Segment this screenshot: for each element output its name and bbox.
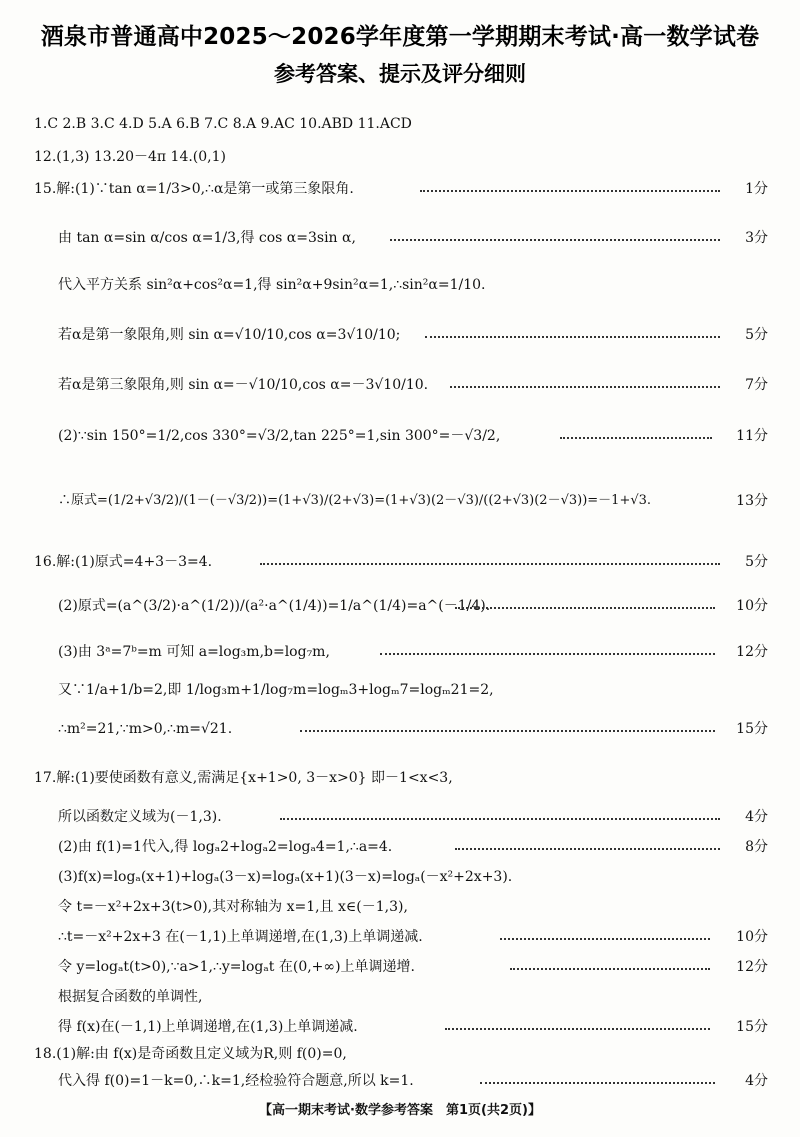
solution-line: ∴原式=(1/2+√3/2)/(1－(－√3/2))=(1+√3)/(2+√3)=(1+√3)(2－√3)/((2+√3)(2－√3))=－1+√3.: [58, 493, 652, 508]
solution-line: (3)f(x)=logₐ(x+1)+logₐ(3－x)=logₐ(x+1)(3－x)=logₐ(－x²+2x+3).: [58, 869, 513, 885]
score-leader: [510, 968, 710, 970]
solution-line: (2)由 f(1)=1代入,得 logₐ2+logₐ2=logₐ4=1,∴a=4.: [58, 839, 393, 855]
score-label: 15分: [736, 1019, 768, 1035]
fill-answers: 12.(1,3) 13.20－4π 14.(0,1): [34, 149, 226, 165]
score-leader: [445, 1028, 710, 1030]
score-label: 10分: [736, 598, 768, 614]
solution-line: ∴m²=21,∵m>0,∴m=√21.: [58, 721, 233, 737]
document-subtitle: 参考答案、提示及评分细则: [274, 62, 526, 86]
score-leader: [560, 437, 712, 439]
score-label: 11分: [736, 428, 768, 444]
solution-line: 又∵1/a+1/b=2,即 1/log₃m+1/log₇m=logₘ3+logₘ7=logₘ21=2,: [58, 682, 494, 698]
score-label: 8分: [745, 839, 768, 855]
score-label: 5分: [745, 327, 768, 343]
solution-line: 得 f(x)在(－1,1)上单调递增,在(1,3)上单调递减.: [58, 1019, 358, 1035]
score-label: 7分: [745, 377, 768, 393]
solution-line: 若α是第三象限角,则 sin α=－√10/10,cos α=－3√10/10.: [58, 377, 429, 393]
solution-line: (2)原式=(a^(3/2)·a^(1/2))/(a²·a^(1/4))=1/a^(1/4)=a^(－1/4).: [58, 598, 491, 614]
solution-line: (2)∵sin 150°=1/2,cos 330°=√3/2,tan 225°=1,sin 300°=－√3/2,: [58, 428, 501, 444]
solution-line: 15.解:(1)∵tan α=1/3>0,∴α是第一或第三象限角.: [34, 181, 354, 197]
solution-line: 令 y=logₐt(t>0),∵a>1,∴y=logₐt 在(0,+∞)上单调递增.: [58, 959, 415, 975]
score-label: 5分: [745, 554, 768, 570]
solution-line: 16.解:(1)原式=4+3－3=4.: [34, 554, 213, 570]
score-leader: [420, 190, 720, 192]
solution-line: 代入平方关系 sin²α+cos²α=1,得 sin²α+9sin²α=1,∴sin²α=1/10.: [58, 277, 486, 293]
solution-line: 所以函数定义域为(－1,3).: [58, 809, 222, 825]
score-label: 13分: [736, 493, 768, 509]
solution-line: 令 t=－x²+2x+3(t>0),其对称轴为 x=1,且 x∈(－1,3),: [58, 899, 408, 915]
score-label: 15分: [736, 721, 768, 737]
score-label: 12分: [736, 644, 768, 660]
score-leader: [300, 730, 715, 732]
solution-line: 代入得 f(0)=1－k=0,∴k=1,经检验符合题意,所以 k=1.: [58, 1073, 414, 1089]
solution-line: 若α是第一象限角,则 sin α=√10/10,cos α=3√10/10;: [58, 327, 401, 343]
score-leader: [455, 607, 715, 609]
score-leader: [450, 386, 720, 388]
score-label: 1分: [745, 181, 768, 197]
solution-line: 17.解:(1)要使函数有意义,需满足{x+1>0, 3－x>0} 即－1<x<3,: [34, 770, 453, 786]
score-label: 4分: [745, 809, 768, 825]
score-leader: [425, 336, 720, 338]
solution-line: 18.(1)解:由 f(x)是奇函数且定义域为R,则 f(0)=0,: [34, 1046, 347, 1062]
score-label: 3分: [745, 230, 768, 246]
score-label: 10分: [736, 929, 768, 945]
solution-line: (3)由 3ᵃ=7ᵇ=m 可知 a=log₃m,b=log₇m,: [58, 644, 330, 660]
score-leader: [455, 848, 720, 850]
score-leader: [260, 563, 720, 565]
solution-line: 由 tan α=sin α/cos α=1/3,得 cos α=3sin α,: [58, 230, 356, 246]
score-label: 12分: [736, 959, 768, 975]
score-leader: [380, 653, 715, 655]
solution-line: 根据复合函数的单调性,: [58, 989, 203, 1005]
document-title: 酒泉市普通高中2025～2026学年度第一学期期末考试·高一数学试卷: [40, 24, 760, 50]
score-label: 4分: [745, 1073, 768, 1089]
solution-line: ∴t=－x²+2x+3 在(－1,1)上单调递增,在(1,3)上单调递减.: [58, 929, 423, 945]
page-footer: 【高一期末考试·数学参考答案 第1页(共2页)】: [259, 1103, 541, 1118]
score-leader: [390, 239, 720, 241]
score-leader: [280, 818, 720, 820]
choice-answers: 1.C 2.B 3.C 4.D 5.A 6.B 7.C 8.A 9.AC 10.ABD 11.ACD: [34, 116, 412, 132]
score-leader: [500, 938, 710, 940]
score-leader: [480, 1082, 715, 1084]
